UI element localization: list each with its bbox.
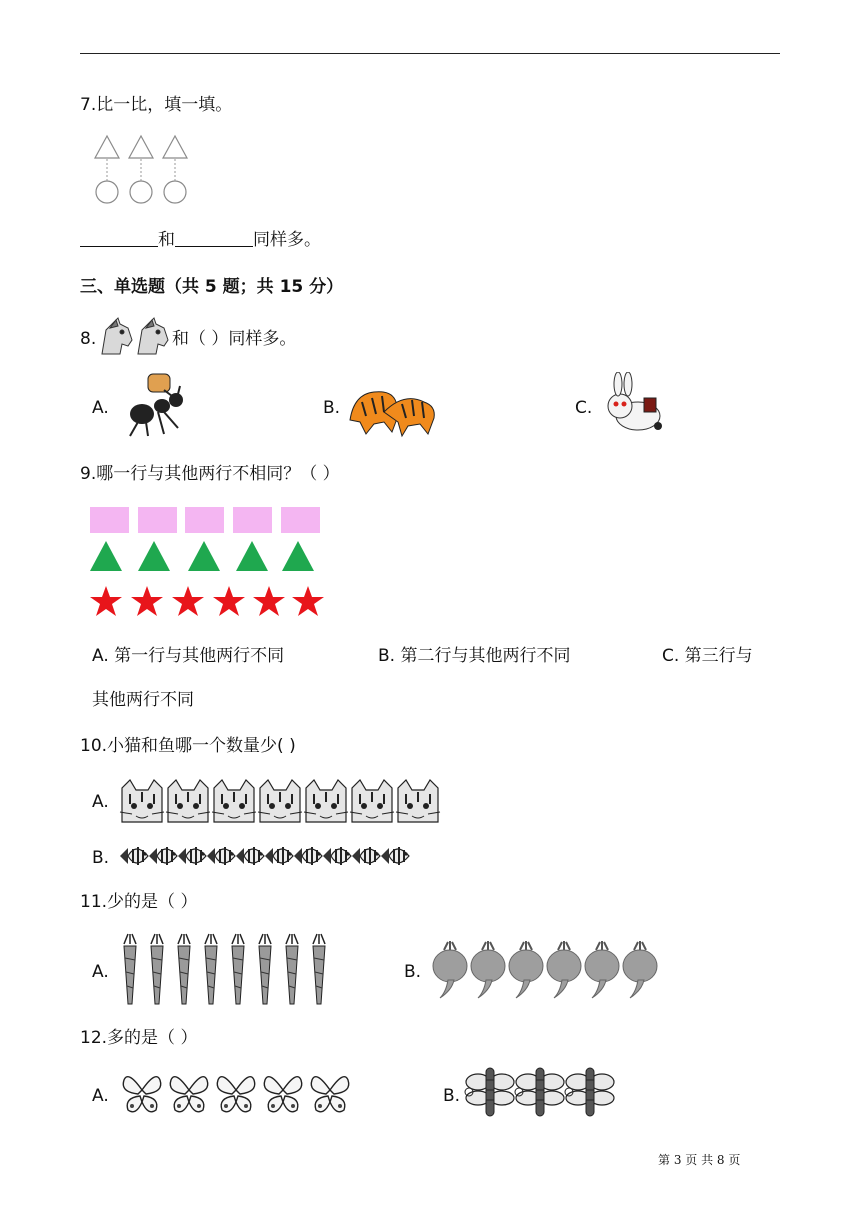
q7-answer-line [80, 229, 321, 251]
q9-option-c[interactable]: C. 第三行与 [662, 646, 753, 666]
section-3-title: 三、单选题（共 5 题；共 15 分） [80, 277, 344, 297]
q8-option-a[interactable]: A. [92, 398, 109, 418]
horse-icon-pair [96, 316, 172, 358]
q10-stem: 10.小猫和鱼哪一个数量少( ) [80, 736, 296, 756]
q11-option-b[interactable]: B. [404, 962, 422, 982]
q12-option-a[interactable]: A. [92, 1086, 109, 1106]
dragonfly-icon-row [462, 1062, 618, 1122]
q7-conj: 和 [158, 230, 175, 250]
butterfly-icon-row [116, 1068, 354, 1120]
triangle-row [90, 541, 314, 571]
header-rule [80, 53, 780, 54]
q12-option-b[interactable]: B. [443, 1086, 461, 1106]
q7-stem: 7.比一比，填一填。 [80, 95, 233, 115]
tiger-icon-pair [344, 372, 440, 438]
q7-tail: 同样多。 [253, 230, 321, 250]
shape-rows-figure [86, 503, 328, 625]
q9-option-a[interactable]: A. 第一行与其他两行不同 [92, 646, 285, 666]
q9-option-b[interactable]: B. 第二行与其他两行不同 [378, 646, 571, 666]
q9-stem: 9.哪一行与其他两行不相同？（ ） [80, 464, 340, 484]
q11-stem: 11.少的是（ ） [80, 892, 198, 912]
q8-number: 8. [80, 329, 97, 349]
triangle-circle-diagram [90, 132, 200, 208]
q10-option-a[interactable]: A. [92, 792, 109, 812]
carrot-icon-row [112, 930, 336, 1010]
rabbit-icon [598, 372, 672, 436]
ant-icon [118, 370, 190, 440]
q11-option-a[interactable]: A. [92, 962, 109, 982]
q8-option-b[interactable]: B. [323, 398, 341, 418]
q7-blank-1[interactable] [80, 230, 158, 247]
q8-tail: 和（ ）同样多。 [172, 329, 297, 349]
fish-icon-row [116, 838, 412, 874]
q7-blank-2[interactable] [175, 230, 253, 247]
rect-row [90, 507, 320, 533]
q12-stem: 12.多的是（ ） [80, 1028, 198, 1048]
q10-option-b[interactable]: B. [92, 848, 110, 868]
cat-icon-row [116, 776, 442, 826]
q8-option-c[interactable]: C. [575, 398, 593, 418]
q9-option-c-continued: 其他两行不同 [92, 690, 194, 710]
page-footer: 第 3 页 共 8 页 [658, 1153, 741, 1167]
radish-icon-row [428, 938, 662, 1000]
star-row [90, 586, 324, 616]
